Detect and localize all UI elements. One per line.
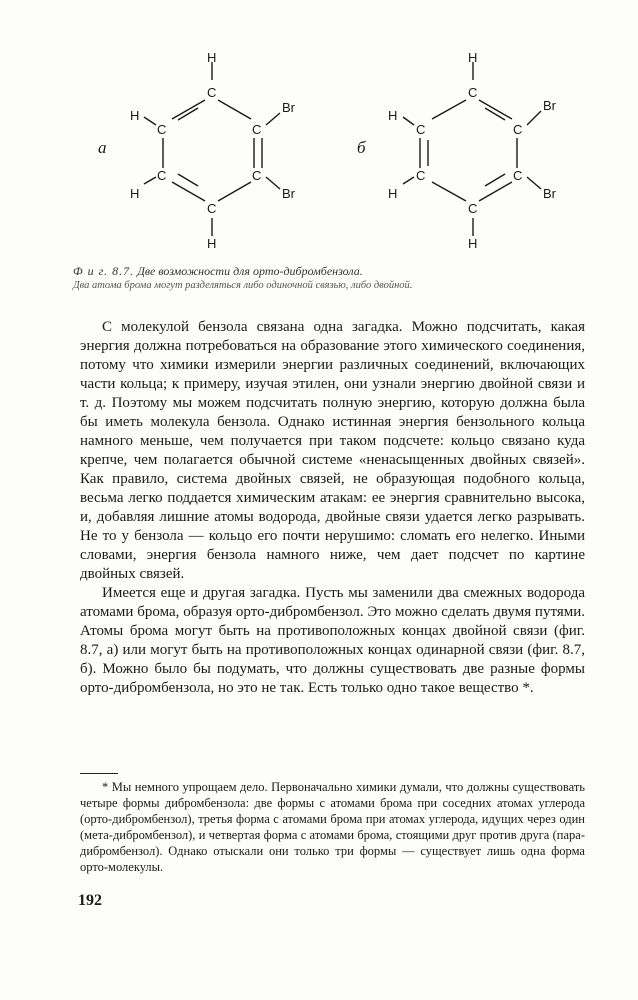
atom-h: H xyxy=(130,108,140,123)
caption-label: Ф и г. 8.7. xyxy=(73,264,135,278)
atom-br: Br xyxy=(282,186,295,201)
panel-a-label: а xyxy=(98,138,107,157)
structure-a xyxy=(130,50,296,251)
paragraph-1: С молекулой бензола связана одна загадка. Можно подсчитать, какая энергия должна потребоваться на образование этого химического соединения, потому что химики измерили энергии различных соединений, включающих части кольца; к примеру, изучая этилен, они узнали энергию двойной связи и т. д. Поэтому мы можем подсчитать полную энергию, которую должна была бы иметь молекула бензола. Однако истинная энергия бензольного кольца намного меньше, чем получается при таком подсчете: кольцо связано куда крепче, чем полагается обычной системе «ненасыщенных двойных связей». Как правило, система двойных связей, не образующая подобного кольца, весьма легко поддается химическим атакам: ее энергия сравнительно высока, и, добавляя лишние атомы водорода, двойные связи удается легко разрывать. Не то у бензола — кольцо его почти нерушимо: сломать его нелегко. Иными словами, энергия бензола намного ниже, чем дает подсчет по картине двойных связей. xyxy=(80,319,585,582)
atom-h: H xyxy=(468,50,478,65)
atom-c: C xyxy=(416,168,426,183)
atom-c: C xyxy=(468,85,478,100)
atom-h: H xyxy=(468,236,478,251)
panel-b-label: б xyxy=(357,138,366,157)
footnote: * Мы немного упрощаем дело. Первоначально химики думали, что должны существовать четыре формы дибромбензола: две формы с атомами брома при соседних атомах углерода (орто-дибромбензол), третья форма с атомами брома при атомах углерода, идущих через один (мета-дибромбензол), и четвертая форма с атомами брома, стоящими друг против друга (пара-дибромбензол). Однако отыскали они только три формы — существует лишь одна форма орто-молекулы. xyxy=(80,780,585,874)
caption-text: Два атома брома могут разделяться либо одиночной связью, либо двойной. xyxy=(73,280,413,291)
atom-br: Br xyxy=(543,186,556,201)
atom-c: C xyxy=(157,168,167,183)
atom-h: H xyxy=(388,186,398,201)
atom-c: C xyxy=(252,122,262,137)
benzene-figure xyxy=(0,0,638,265)
atom-c: C xyxy=(207,85,217,100)
atom-c: C xyxy=(513,122,523,137)
atom-h: H xyxy=(388,108,398,123)
body-text xyxy=(80,318,585,698)
paragraph-2: Имеется еще и другая загадка. Пусть мы заменили два смежных водорода атомами брома, образуя орто-дибромбензол. Это можно сделать двумя путями. Атомы брома могут быть на противоположных концах двойной связи (фиг. 8.7, а) или могут быть на противоположных концах одинарной связи (фиг. 8.7, б). Можно было бы подумать, что должны существовать две разные формы орто-дибромбензола, но это не так. Есть только одно такое вещество *. xyxy=(80,585,585,696)
atom-c: C xyxy=(252,168,262,183)
atom-h: H xyxy=(207,236,217,251)
figure-caption xyxy=(73,264,543,293)
atom-h: H xyxy=(207,50,217,65)
atom-c: C xyxy=(207,201,217,216)
atom-c: C xyxy=(157,122,167,137)
atom-c: C xyxy=(416,122,426,137)
atom-br: Br xyxy=(543,98,556,113)
atom-c: C xyxy=(513,168,523,183)
structure-b xyxy=(388,50,557,251)
footnote-rule xyxy=(80,773,118,774)
page-number: 192 xyxy=(78,892,102,909)
atom-h: H xyxy=(130,186,140,201)
atom-br: Br xyxy=(282,100,295,115)
caption-title: Две возможности для орто-дибромбензола. xyxy=(134,264,363,278)
atom-c: C xyxy=(468,201,478,216)
